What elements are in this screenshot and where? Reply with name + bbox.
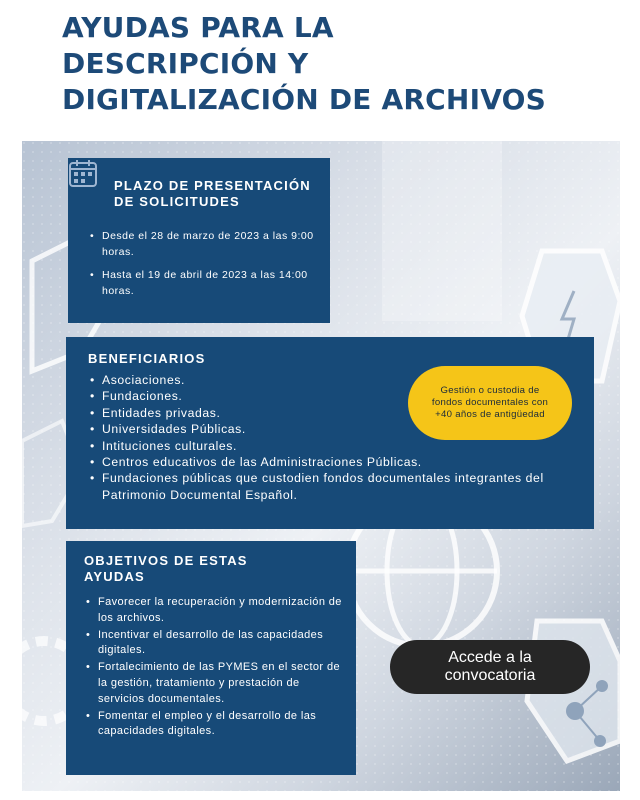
beneficiario-item: • Fundaciones.: [88, 388, 574, 404]
antiguedad-badge: [408, 366, 572, 440]
beneficiario-item: • Centros educativos de las Administraciones Públicas.: [88, 454, 574, 470]
objetivo-item: • Fortalecimiento de las PYMES en el sector de la gestión, tratamiento y prestación de servicios documentales.: [84, 660, 342, 707]
title-line: AYUDAS PARA LA: [62, 11, 334, 44]
plazo-title-line: DE SOLICITUDES: [114, 194, 240, 209]
beneficiario-item: • Asociaciones.: [88, 372, 574, 388]
objetivo-item: • Favorecer la recuperación y modernización de los archivos.: [84, 595, 342, 627]
beneficiario-item: • Entidades privadas.: [88, 405, 574, 421]
plazo-list: [88, 228, 316, 299]
plazo-item: • Desde el 28 de marzo de 2023 a las 9:00 horas.: [88, 228, 316, 260]
calendar-icon: [68, 158, 98, 188]
beneficiario-item: • Intituciones culturales.: [88, 438, 574, 454]
cta-label-line: Accede a la: [448, 649, 532, 666]
plazo-panel: [68, 158, 330, 323]
beneficiarios-title: BENEFICIARIOS: [88, 351, 206, 366]
plazo-item: • Hasta el 19 de abril de 2023 a las 14:00 horas.: [88, 267, 316, 299]
beneficiario-item: • Universidades Públicas.: [88, 421, 574, 437]
objetivo-item: • Fomentar el empleo y el desarrollo de las capacidades digitales.: [84, 709, 342, 741]
convocatoria-button[interactable]: [390, 640, 590, 694]
objetivos-list: [84, 595, 342, 740]
cta-label-line: convocatoria: [444, 667, 536, 684]
objetivos-panel: [66, 541, 356, 775]
title-line: DIGITALIZACIÓN DE ARCHIVOS: [62, 83, 546, 116]
objetivos-title-line: AYUDAS: [84, 569, 145, 584]
objetivo-item: • Incentivar el desarrollo de las capacidades digitales.: [84, 628, 342, 660]
plazo-title: [88, 178, 316, 210]
objetivos-title-line: OBJETIVOS DE ESTAS: [84, 553, 248, 568]
beneficiario-item: • Fundaciones públicas que custodien fondos documentales integrantes del Patrimonio Documental Español.: [88, 470, 574, 503]
plazo-title-line: PLAZO DE PRESENTACIÓN: [114, 178, 311, 193]
page-title: [62, 10, 546, 118]
objetivos-title: [84, 553, 342, 585]
badge-text: Gestión o custodia de fondos documentales con +40 años de antigüedad: [431, 385, 549, 420]
cta-label: [445, 649, 536, 685]
title-line: DESCRIPCIÓN Y: [62, 47, 309, 80]
